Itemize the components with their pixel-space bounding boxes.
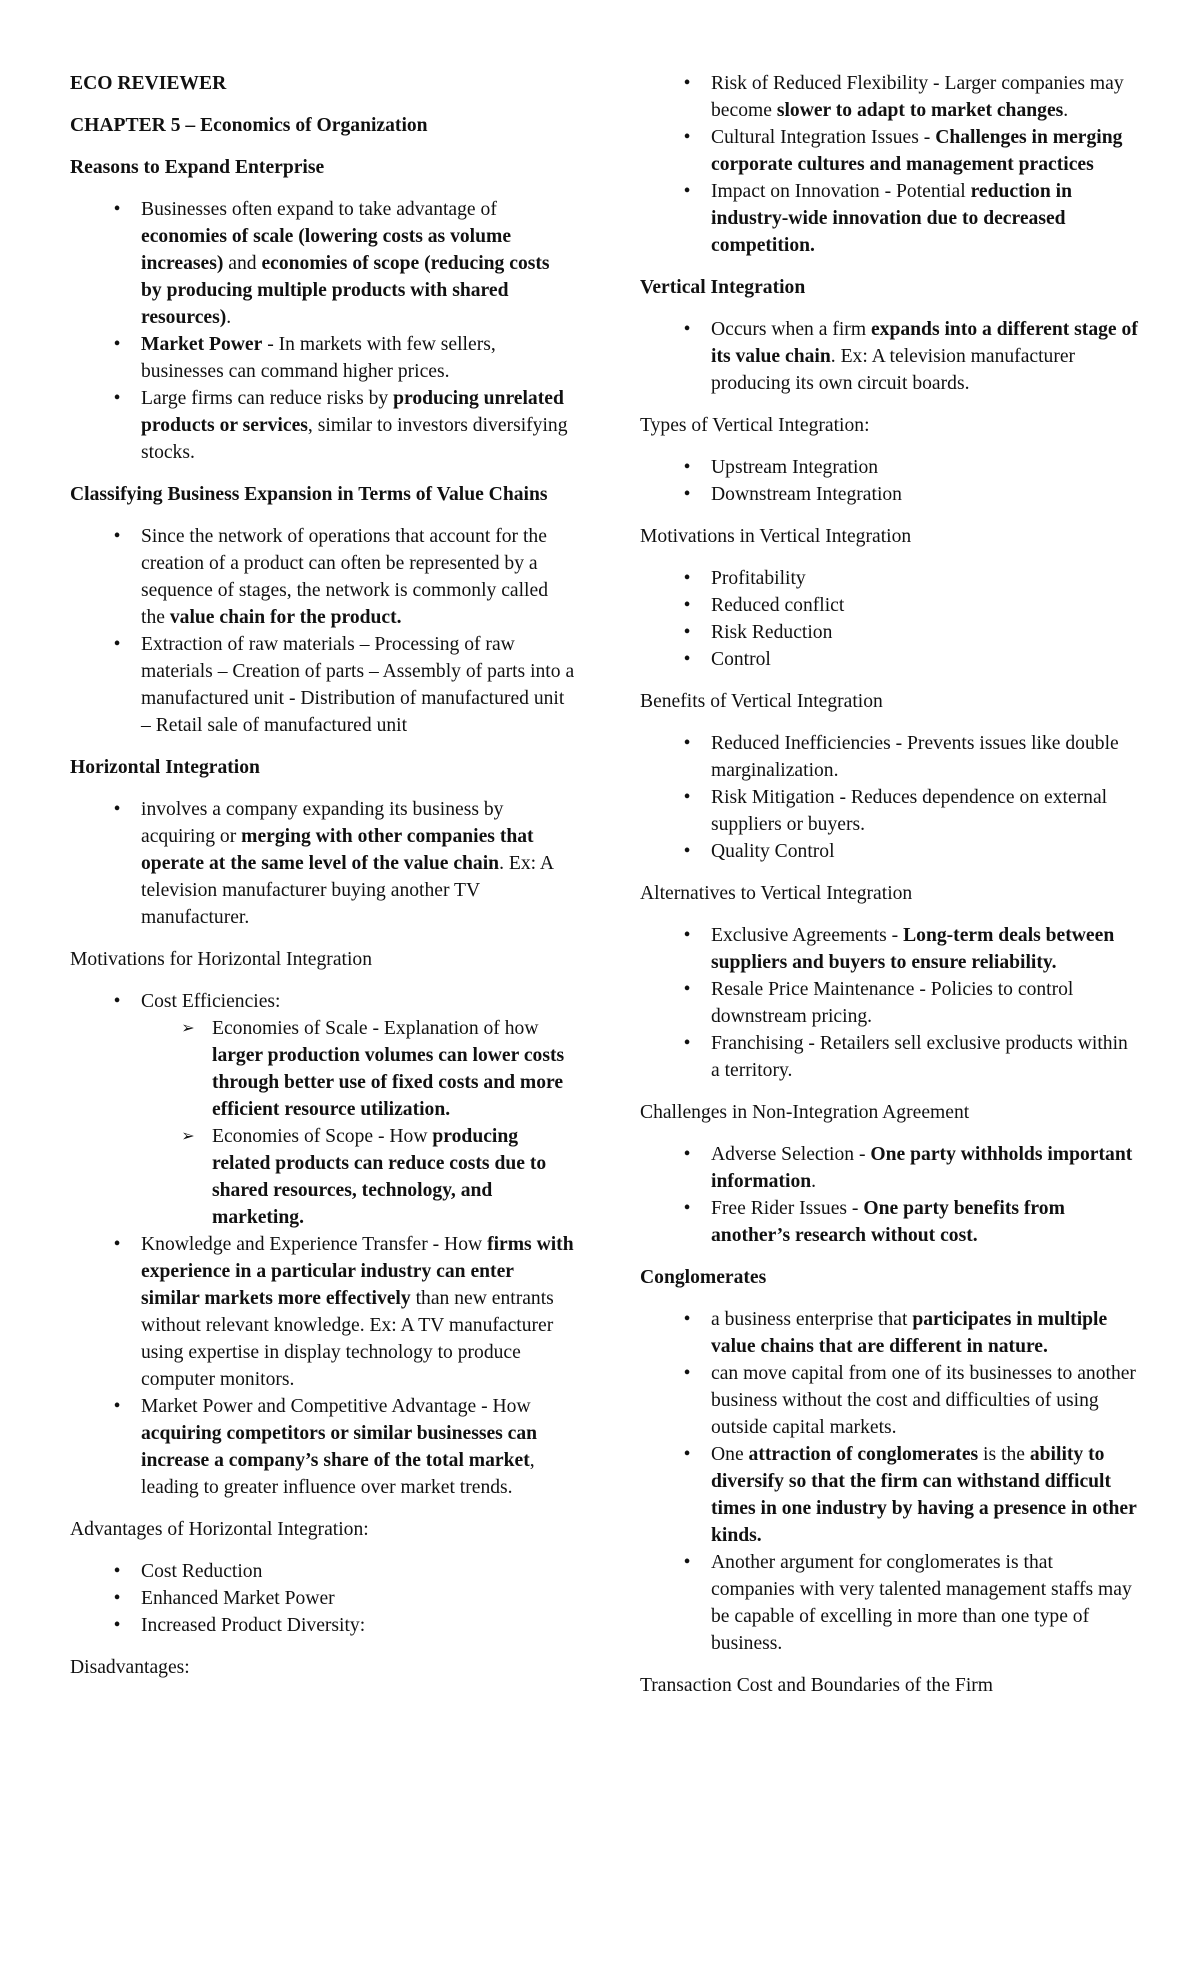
list-item: • Exclusive Agreements - Long-term deals between suppliers and buyers to ensure reliability. <box>640 922 1140 976</box>
bullet-icon: • <box>113 334 121 355</box>
right-column <box>640 70 1140 1714</box>
bullet-icon: • <box>683 568 691 589</box>
bullet-icon: • <box>113 1234 121 1255</box>
motivations-heading: Motivations for Horizontal Integration <box>70 949 373 970</box>
list-item: • Impact on Innovation - Potential reduction in industry-wide innovation due to decreased competition. <box>640 178 1140 259</box>
list-item: • a business enterprise that participates in multiple value chains that are different in nature. <box>640 1306 1140 1360</box>
list-item: • Free Rider Issues - One party benefits from another’s research without cost. <box>640 1195 1140 1249</box>
list-item: • Franchising - Retailers sell exclusive products within a territory. <box>640 1030 1140 1084</box>
bullet-icon: • <box>113 199 121 220</box>
list-item: • One attraction of conglomerates is the ability to diversify so that the firm can withstand difficult times in one industry by having a presence in other kinds. <box>640 1441 1140 1549</box>
benefits-list <box>640 730 1140 865</box>
bullet-icon: • <box>683 457 691 478</box>
list-item: • Risk Mitigation - Reduces dependence on external suppliers or buyers. <box>640 784 1140 838</box>
bullet-icon: • <box>113 1561 121 1582</box>
sub-list-item: ➢ Economies of Scope - How producing related products can reduce costs due to shared resources, technology, and marketing. <box>141 1123 575 1231</box>
list-item: • Since the network of operations that account for the creation of a product can often be represented by a sequence of stages, the network is commonly called the value chain for the product. <box>70 523 575 631</box>
disadvantages-list <box>640 70 1140 259</box>
arrow-bullet-icon: ➢ <box>181 1020 195 1037</box>
bullet-icon: • <box>683 181 691 202</box>
bullet-icon: • <box>683 319 691 340</box>
list-item: • Reduced conflict <box>640 592 1140 619</box>
bullet-icon: • <box>683 595 691 616</box>
bullet-icon: • <box>113 799 121 820</box>
left-column <box>70 70 575 1696</box>
list-item: • Resale Price Maintenance - Policies to control downstream pricing. <box>640 976 1140 1030</box>
conglomerates-heading: Conglomerates <box>640 1267 767 1288</box>
types-list <box>640 454 1140 508</box>
bullet-icon: • <box>683 841 691 862</box>
list-item: • Another argument for conglomerates is that companies with very talented management staffs may be capable of excelling in more than one type of business. <box>640 1549 1140 1657</box>
horizontal-heading: Horizontal Integration <box>70 757 260 778</box>
list-item: • Cost Reduction <box>70 1558 575 1585</box>
list-item: • Knowledge and Experience Transfer - How firms with experience in a particular industry can enter similar markets more effectively than new entrants without relevant knowledge. Ex: A TV manufacturer using expertise in display technology to produce computer monitors. <box>70 1231 575 1393</box>
vertical-list <box>640 316 1140 397</box>
bullet-icon: • <box>683 787 691 808</box>
bullet-icon: • <box>113 526 121 547</box>
vmotivations-list <box>640 565 1140 673</box>
bullet-icon: • <box>683 73 691 94</box>
list-item: • involves a company expanding its business by acquiring or merging with other companies that operate at the same level of the value chain. Ex: A television manufacturer buying another TV manufacturer. <box>70 796 575 931</box>
list-item: • Market Power - In markets with few sellers, businesses can command higher prices. <box>70 331 575 385</box>
bullet-icon: • <box>113 1588 121 1609</box>
cost-efficiencies-sublist <box>141 1015 575 1231</box>
conglomerates-list <box>640 1306 1140 1657</box>
bullet-icon: • <box>683 1444 691 1465</box>
benefits-heading: Benefits of Vertical Integration <box>640 691 883 712</box>
list-item: • Enhanced Market Power <box>70 1585 575 1612</box>
bullet-icon: • <box>113 1615 121 1636</box>
list-item: • Market Power and Competitive Advantage - How acquiring competitors or similar businesses can increase a company’s share of the total market, leading to greater influence over market trends. <box>70 1393 575 1501</box>
list-item: • Cultural Integration Issues - Challenges in merging corporate cultures and management practices <box>640 124 1140 178</box>
bullet-icon: • <box>683 1363 691 1384</box>
chapter-title: CHAPTER 5 – Economics of Organization <box>70 115 428 136</box>
types-heading: Types of Vertical Integration: <box>640 415 870 436</box>
bullet-icon: • <box>683 733 691 754</box>
list-item: • Businesses often expand to take advantage of economies of scale (lowering costs as volume increases) and economies of scope (reducing costs by producing multiple products with shared resources). <box>70 196 575 331</box>
challenges-heading: Challenges in Non-Integration Agreement <box>640 1102 970 1123</box>
vertical-heading: Vertical Integration <box>640 277 806 298</box>
challenges-list <box>640 1141 1140 1249</box>
bullet-icon: • <box>683 925 691 946</box>
list-item: • Increased Product Diversity: <box>70 1612 575 1639</box>
bullet-icon: • <box>683 622 691 643</box>
bullet-icon: • <box>683 127 691 148</box>
list-item: • Adverse Selection - One party withholds important information. <box>640 1141 1140 1195</box>
bullet-icon: • <box>683 649 691 670</box>
alternatives-heading: Alternatives to Vertical Integration <box>640 883 913 904</box>
list-item: • Control <box>640 646 1140 673</box>
list-item: • Quality Control <box>640 838 1140 865</box>
classifying-list <box>70 523 575 739</box>
list-item: • Risk Reduction <box>640 619 1140 646</box>
bullet-icon: • <box>113 991 121 1012</box>
list-item: • Downstream Integration <box>640 481 1140 508</box>
list-item: • Profitability <box>640 565 1140 592</box>
sub-list-item: ➢ Economies of Scale - Explanation of how larger production volumes can lower costs through better use of fixed costs and more efficient resource utilization. <box>141 1015 575 1123</box>
list-item: • Cost Efficiencies: ➢ Economies of Scale - Explanation of how larger production volumes can lower costs through better use of fixed costs and more efficient resource utilization. ➢ Economies of Scope - How producing related products can reduce costs due to shared resources, technology, and marketing. <box>70 988 575 1231</box>
bullet-icon: • <box>683 484 691 505</box>
list-item: • Extraction of raw materials – Processing of raw materials – Creation of parts – Assembly of parts into a manufactured unit - Distribution of manufactured unit – Retail sale of manufactured unit <box>70 631 575 739</box>
list-item: • can move capital from one of its businesses to another business without the cost and difficulties of using outside capital markets. <box>640 1360 1140 1441</box>
document-title: ECO REVIEWER <box>70 73 227 94</box>
list-item: • Large firms can reduce risks by producing unrelated products or services, similar to investors diversifying stocks. <box>70 385 575 466</box>
list-item: • Upstream Integration <box>640 454 1140 481</box>
list-item: • Reduced Inefficiencies - Prevents issues like double marginalization. <box>640 730 1140 784</box>
bullet-icon: • <box>683 979 691 1000</box>
transaction-heading: Transaction Cost and Boundaries of the Firm <box>640 1675 994 1696</box>
bullet-icon: • <box>113 388 121 409</box>
bullet-icon: • <box>683 1552 691 1573</box>
motivations-list <box>70 988 575 1501</box>
bullet-icon: • <box>683 1033 691 1054</box>
classifying-heading: Classifying Business Expansion in Terms of Value Chains <box>70 484 548 505</box>
advantages-list <box>70 1558 575 1639</box>
list-item: • Occurs when a firm expands into a different stage of its value chain. Ex: A television manufacturer producing its own circuit boards. <box>640 316 1140 397</box>
arrow-bullet-icon: ➢ <box>181 1128 195 1145</box>
bullet-icon: • <box>113 1396 121 1417</box>
bullet-icon: • <box>683 1198 691 1219</box>
bullet-icon: • <box>683 1309 691 1330</box>
alternatives-list <box>640 922 1140 1084</box>
horizontal-list <box>70 796 575 931</box>
disadvantages-heading: Disadvantages: <box>70 1657 190 1678</box>
bullet-icon: • <box>683 1144 691 1165</box>
list-item: • Risk of Reduced Flexibility - Larger companies may become slower to adapt to market changes. <box>640 70 1140 124</box>
advantages-heading: Advantages of Horizontal Integration: <box>70 1519 369 1540</box>
reasons-list <box>70 196 575 466</box>
vmotivations-heading: Motivations in Vertical Integration <box>640 526 912 547</box>
bullet-icon: • <box>113 634 121 655</box>
reasons-heading: Reasons to Expand Enterprise <box>70 157 325 178</box>
